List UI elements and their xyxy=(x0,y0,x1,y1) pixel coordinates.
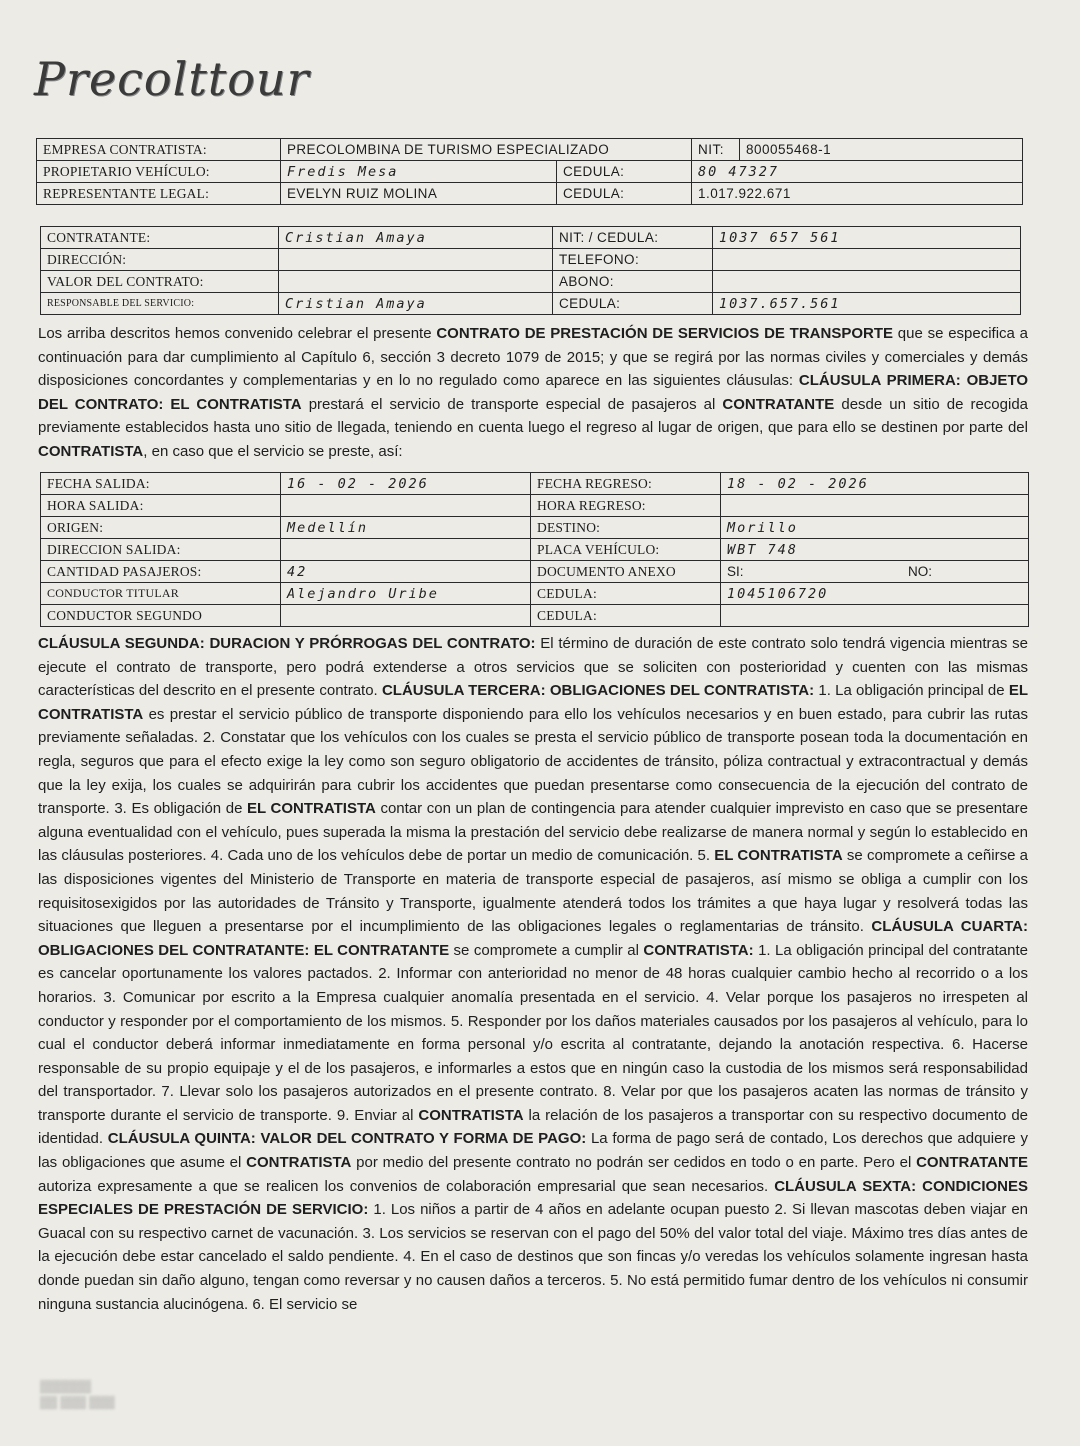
conductor-segundo-cedula-label: CEDULA: xyxy=(531,605,721,627)
placa-label: PLACA VEHÍCULO: xyxy=(531,539,721,561)
fecha-salida-label: FECHA SALIDA: xyxy=(41,473,281,495)
clause-3-contratista-3: EL CONTRATISTA xyxy=(714,847,843,865)
clauses-body xyxy=(38,632,1028,1316)
clause-5-text-b: por medio del presente contrato no podrán ser cedidos en todo o en parte. Pero el xyxy=(351,1154,917,1172)
telefono-value xyxy=(713,249,1021,271)
clause-2-title: CLÁUSULA SEGUNDA: DURACION Y PRÓRROGAS DEL CONTRATO: xyxy=(38,635,536,652)
empresa-label: EMPRESA CONTRATISTA: xyxy=(37,139,281,161)
contratante-table xyxy=(40,226,1021,315)
clause-4-text-c: la relación de los pasajeros a transportar con su respectivo documento de identidad. xyxy=(38,1106,1029,1148)
responsable-cedula-label: CEDULA: xyxy=(553,293,713,315)
representante-label: REPRESENTANTE LEGAL: xyxy=(37,183,281,205)
contratante-value: Cristian Amaya xyxy=(279,227,553,249)
hora-salida-value xyxy=(281,495,531,517)
clause-4-text-b: 1. La obligación principal del contratante es cancelar oportunamente los valores pactados. 2. Informar con anterioridad no menor de 48 horas cualquier cambio hecho al recorrido o a los horarios. 3. Comunicar por escrito a la Empresa cualquier anomalía presentada en el servicio. 4. Velar porque los pasajeros no irrespeten al conductor y responder por el comportamiento de los mismos. 5. Responder por los daños materiales causados por los pasajeros al vehículo, para lo cual el conductor deberá informar inmediatamente en forma personal y/o escrita al contratante, dejando la anotación respectiva. 6. Hacerse responsable de su propio equipaje y el de los pasajeros, e informarles a estos que en ningún caso la custodia de los mismos será responsabilidad del transportador. 7. Llevar solo los pasajeros autorizados en el presente contrato. 8. Velar por que los pasajeros acaten las normas de tránsito y transporte durante el servicio de transporte. 9. Enviar al xyxy=(38,941,1028,1124)
propietario-cedula-label: CEDULA: xyxy=(557,161,692,183)
intro-text-3: prestará el servicio de transporte especial de pasajeros al xyxy=(301,395,723,413)
company-logo: Precolttour xyxy=(34,52,310,106)
clause-3-text-d: se compromete a ceñirse a las disposiciones vigentes del Ministerio de Transporte en materia de transporte especial de pasajeros, así mismo se obliga a cumplir con los requisitosexigidos por las autoridades de Tránsito y Transporte, igualmente atenderá todos los trámites a que haya lugar y resolverá todas las situaciones que lleguen a presentarse por el incumplimiento de las obligaciones legales o reglamentarias de tránsito. xyxy=(38,847,1029,936)
abono-value xyxy=(713,271,1021,293)
destino-value: Morillo xyxy=(721,517,1029,539)
conductor-titular-label: CONDUCTOR TITULAR xyxy=(41,583,281,605)
no-label: NO: xyxy=(907,564,932,579)
direccion-value xyxy=(279,249,553,271)
documento-anexo-label: DOCUMENTO ANEXO xyxy=(531,561,721,583)
clause-4-text-a: se compromete a cumplir al xyxy=(449,941,644,959)
hora-regreso-label: HORA REGRESO: xyxy=(531,495,721,517)
cantidad-label: CANTIDAD PASAJEROS: xyxy=(41,561,281,583)
clause-3-title: CLÁUSULA TERCERA: OBLIGACIONES DEL CONTRATISTA: xyxy=(381,682,815,700)
clause-3-contratista-1: EL CONTRATISTA xyxy=(38,682,1028,723)
responsable-label: RESPONSABLE DEL SERVICIO: xyxy=(41,293,279,315)
responsable-cedula-value: 1037.657.561 xyxy=(713,293,1021,315)
valor-label: VALOR DEL CONTRATO: xyxy=(41,271,279,293)
clause-2-text: El término de duración de este contrato solo tendrá vigencia mientras se ejecute el contrato de transporte, pero podrá extenderse a otros servicios que se soliciten con posterioridad y cuenten con las mismas características del descrito en el presente contrato. xyxy=(38,635,1028,700)
nit-cedula-value: 1037 657 561 xyxy=(713,227,1021,249)
intro-contratista: CONTRATISTA xyxy=(38,442,144,460)
representante-cedula-label: CEDULA: xyxy=(557,183,692,205)
trip-table xyxy=(40,472,1029,627)
clause-4-contratista-2: CONTRATISTA xyxy=(418,1106,524,1124)
valor-value xyxy=(279,271,553,293)
propietario-value: Fredis Mesa xyxy=(281,161,557,183)
documento-anexo-options xyxy=(721,561,1029,583)
clause-3-text-b: es prestar el servicio público de transporte disponiendo para ello los vehículos necesarios y en buen estado, para cubrir las rutas previamente señaladas. 2. Constatar que los vehículos con los cuales se presta el servicio público de transporte posean toda la documentación en regla, seguros que para el efecto exige la ley como son seguro obligatorio de accidentes de tránsito, póliza contractual y extracontractual y demás que la ley exija, los cuales se adquirirán para cubrir los accidentes que puedan presentarse como consecuencia de la ejecución del contrato de transporte. 3. Es obligación de xyxy=(38,705,1028,818)
contratante-label: CONTRATANTE: xyxy=(41,227,279,249)
cantidad-value: 42 xyxy=(281,561,531,583)
blurred-footer-mark: ▒▒▒▒▒▒ ▒▒ ▒▒▒ ▒▒▒ xyxy=(40,1379,115,1409)
conductor-segundo-label: CONDUCTOR SEGUNDO xyxy=(41,605,281,627)
hora-salida-label: HORA SALIDA: xyxy=(41,495,281,517)
conductor-titular-value: Alejandro Uribe xyxy=(281,583,531,605)
fecha-regreso-value: 18 - 02 - 2026 xyxy=(721,473,1029,495)
abono-label: ABONO: xyxy=(553,271,713,293)
nit-cedula-label: NIT: / CEDULA: xyxy=(553,227,713,249)
representante-value: EVELYN RUIZ MOLINA xyxy=(281,183,557,205)
si-label: SI: xyxy=(727,564,744,579)
intro-contratante: CONTRATANTE xyxy=(722,395,835,413)
responsable-value: Cristian Amaya xyxy=(279,293,553,315)
destino-label: DESTINO: xyxy=(531,517,721,539)
clause-5-text-c: autoriza expresamente a que se realicen los convenios de colaboración empresarial que sean necesarios. xyxy=(38,1177,775,1195)
intro-text-2: que se especifica a continuación para dar cumplimiento al Capítulo 6, sección 3 decreto 1079 de 2015; y que se regirá por las normas civiles y comerciales y demás disposiciones concordantes y complementarias y en lo no regulado como aparece en las siguientes cláusulas: xyxy=(38,325,1029,390)
conductor-titular-cedula-label: CEDULA: xyxy=(531,583,721,605)
hora-regreso-value xyxy=(721,495,1029,517)
clause-6-text: 1. Los niños a partir de 4 años en adelante ocupan puesto 2. Si llevan mascotas deben viajar en Guacal con su respectivo carnet de vacunación. 3. Los servicios se reservan con el pago del 50% del valor total del viaje. Máximo tres días antes de la ejecución debe estar cancelado el saldo pendiente. 4. En el caso de destinos que son fincas y/o veredas los vehículos solamente ingresan hasta donde puedan sin daño alguno, tengan como reversar y no causen daños a terceros. 5. No está permitido fumar dentro de los vehículos ni consumir ninguna sustancia alucinógena. 6. El servicio se xyxy=(38,1201,1028,1313)
fecha-regreso-label: FECHA REGRESO: xyxy=(531,473,721,495)
nit-label: NIT: xyxy=(692,139,740,161)
direccion-salida-value xyxy=(281,539,531,561)
clause-3-text-c: contar con un plan de contingencia para atender cualquier imprevisto en caso que se presentare alguna eventualidad con el vehículo, pues superada la misma la prestación del servicio debe realizarse de manera normal y según lo establecido en las cláusulas posteriores. 4. Cada uno de los vehículos debe de portar un medio de comunicación. 5. xyxy=(38,800,1028,865)
clause-5-contratista: CONTRATISTA xyxy=(246,1154,352,1172)
conductor-segundo-value xyxy=(281,605,531,627)
direccion-label: DIRECCIÓN: xyxy=(41,249,279,271)
clause-5-text-a: La forma de pago será de contado, Los derechos que adquiere y las obligaciones que asume el xyxy=(38,1130,1028,1172)
origen-label: ORIGEN: xyxy=(41,517,281,539)
direccion-salida-label: DIRECCION SALIDA: xyxy=(41,539,281,561)
clause-5-title: CLÁUSULA QUINTA: VALOR DEL CONTRATO Y FORMA DE PAGO: xyxy=(107,1130,587,1148)
placa-value: WBT 748 xyxy=(721,539,1029,561)
propietario-cedula-value: 80 47327 xyxy=(692,161,1023,183)
clause-4-contratista-1: CONTRATISTA: xyxy=(643,941,754,959)
clause-1-title: CLÁUSULA PRIMERA: OBJETO DEL CONTRATO: EL CONTRATISTA xyxy=(38,372,1028,413)
empresa-value: PRECOLOMBINA DE TURISMO ESPECIALIZADO xyxy=(281,139,692,161)
conductor-titular-cedula-value: 1045106720 xyxy=(721,583,1029,605)
intro-contract-title: CONTRATO DE PRESTACIÓN DE SERVICIOS DE TRANSPORTE xyxy=(436,325,894,342)
intro-text-4: desde un sitio de recogida previamente establecidos hasta uno sitio de llegada, teniendo en cuenta luego el regreso al lugar de origen, que para ello se destinen por parte del xyxy=(38,395,1029,437)
clause-6-title: CLÁUSULA SEXTA: CONDICIONES ESPECIALES DE PRESTACIÓN DE SERVICIO: xyxy=(38,1177,1028,1219)
clause-4-title: CLÁUSULA CUARTA: OBLIGACIONES DEL CONTRATANTE: EL CONTRATANTE xyxy=(38,918,1028,959)
intro-paragraph xyxy=(38,322,1028,464)
origen-value: Medellín xyxy=(281,517,531,539)
clause-3-contratista-2: EL CONTRATISTA xyxy=(247,800,376,818)
nit-value: 800055468-1 xyxy=(740,139,1023,161)
clause-3-text-a: 1. La obligación principal de xyxy=(814,682,1009,700)
fecha-salida-value: 16 - 02 - 2026 xyxy=(281,473,531,495)
representante-cedula-value: 1.017.922.671 xyxy=(692,183,1023,205)
intro-text-1: Los arriba descritos hemos convenido celebrar el presente xyxy=(38,325,437,342)
intro-text-5: , en caso que el servicio se preste, así: xyxy=(143,442,403,460)
clause-5-contratante: CONTRATANTE xyxy=(916,1154,1028,1172)
telefono-label: TELEFONO: xyxy=(553,249,713,271)
propietario-label: PROPIETARIO VEHÍCULO: xyxy=(37,161,281,183)
company-table xyxy=(36,138,1023,205)
conductor-segundo-cedula-value xyxy=(721,605,1029,627)
